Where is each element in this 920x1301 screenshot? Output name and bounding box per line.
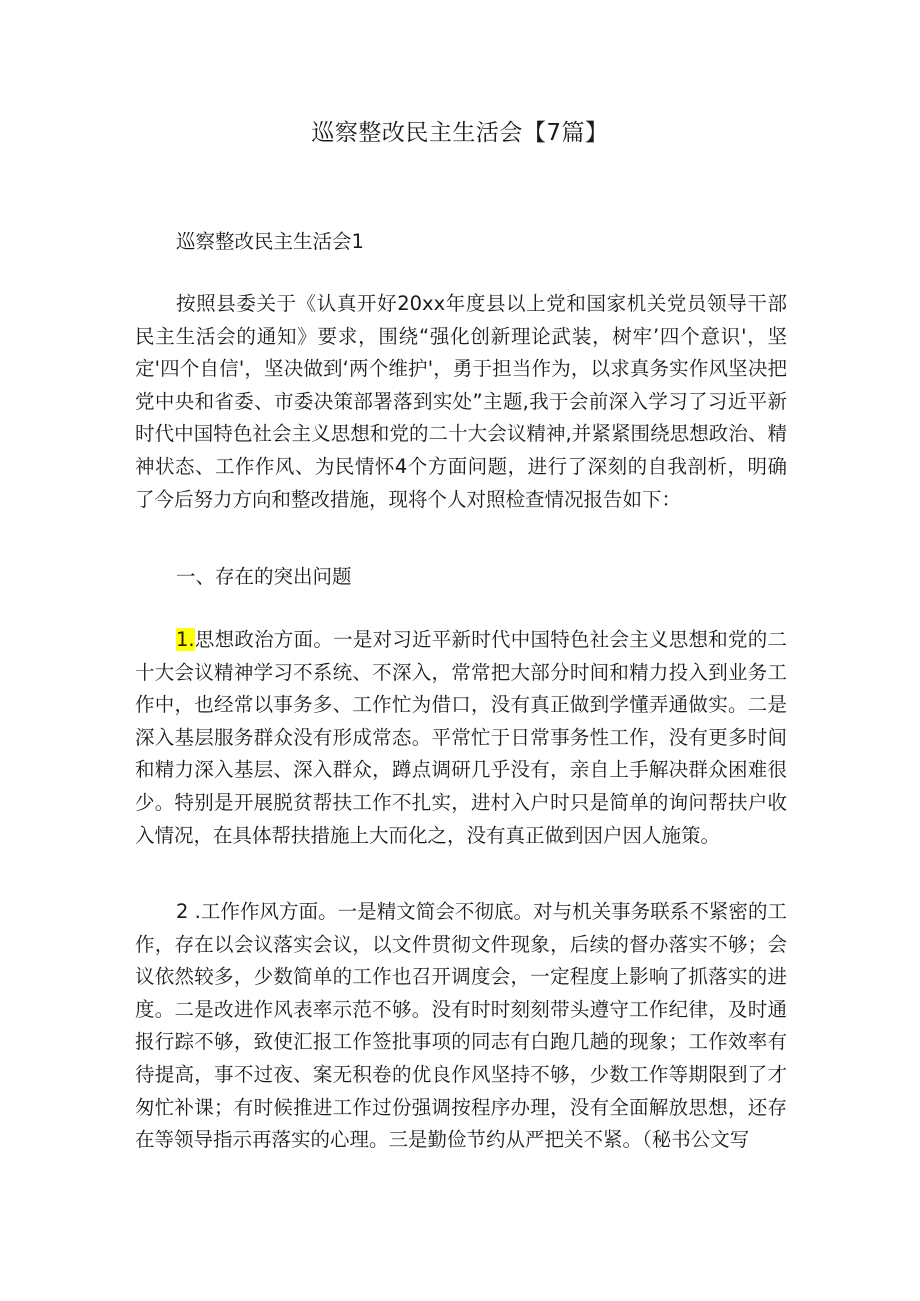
document-title: 巡察整改民主生活会【7篇】 xyxy=(311,120,609,146)
item-1-paragraph xyxy=(135,624,787,852)
item-2-paragraph: 2 .工作作风方面。一是精文简会不彻底。对与机关事务联系不紧密的工作，存在以会议落实会议，以文件贯彻文件现象，后续的督办落实不够；会议依然较多，少数简单的工作也召开调度会，一定程度上影响了抓落实的进度。二是改进作风表率示范不够。没有时时刻刻带头遵守工作纪律，及时通报行踪不够，致使汇报工作签批事项的同志有白跑几趟的现象；工作效率有待提高，事不过夜、案无积卷的优良作风坚持不够，少数工作等期限到了才匆忙补课；有时候推进工作过份强调按程序办理，没有全面解放思想，还存在等领导指示再落实的心理。三是勤俭节约从严把关不紧。（秘书公文写 xyxy=(135,900,787,1152)
highlighted-item-number: 1. xyxy=(176,628,195,651)
item-1-text: 思想政治方面。一是对习近平新时代中国特色社会主义思想和党的二十大会议精神学习不系统、不深入，常常把大部分时间和精力投入到业务工作中，也经常以事务多、工作忙为借口，没有真正做到学懂弄通做实。二是深入基层服务群众没有形成常态。平常忙于日常事务性工作，没有更多时间和精力深入基层、深入群众，蹲点调研几乎没有，亲自上手解决群众困难很少。特别是开展脱贫帮扶工作不扎实，进村入户时只是简单的询问帮扶户收入情况，在具体帮扶措施上大而化之，没有真正做到因户因人施策。 xyxy=(135,628,787,847)
heading-outstanding-problems: 一、存在的突出问题 xyxy=(176,565,352,588)
intro-paragraph: 按照县委关于《认真开好20xx年度县以上党和国家机关党员领导干部民主生活会的通知》要求，围绕“强化创新理论武装，树牢’四个意识'，坚定'四个自信'，坚决做到‘两个维护'，勇于担当作为，以求真务实作风坚决把党中央和省委、市委决策部署落到实处”主题,我于会前深入学习了习近平新时代中国特色社会主义思想和党的二十大会议精神,并紧紧围绕思想政治、精神状态、工作作风、为民情怀4个方面问题，进行了深刻的自我剖析，明确了今后努力方向和整改措施，现将个人对照检查情况报告如下： xyxy=(135,292,787,511)
section-heading: 巡察整改民主生活会1 xyxy=(176,230,364,253)
